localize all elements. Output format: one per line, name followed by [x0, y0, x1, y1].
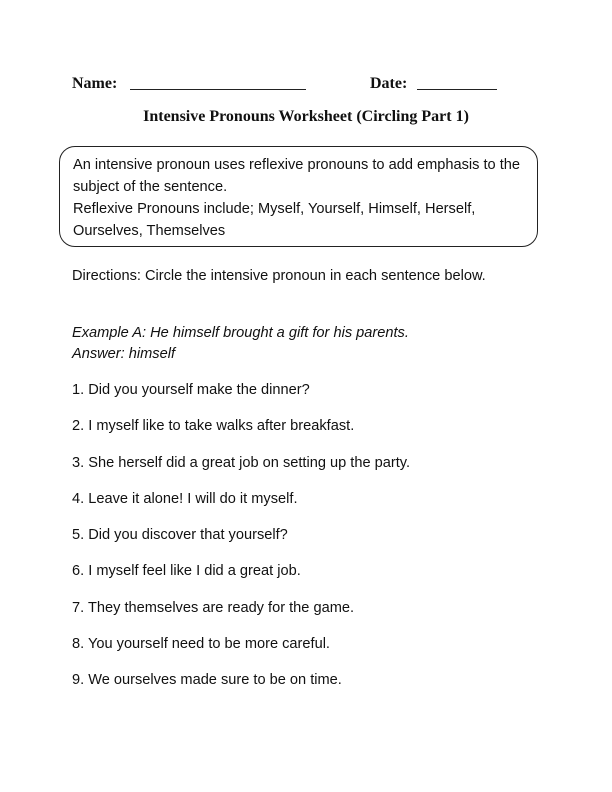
- name-blank-line[interactable]: [130, 74, 306, 90]
- date-label: Date:: [370, 75, 408, 92]
- definition-box: [59, 146, 538, 247]
- example-answer: Answer: himself: [72, 346, 175, 362]
- definition-text: An intensive pronoun uses reflexive pronouns to add emphasis to the subject of the sentence.: [73, 157, 521, 195]
- question-item: 6. I myself feel like I did a great job.: [72, 563, 301, 580]
- name-label: Name:: [72, 75, 118, 92]
- question-item: 4. Leave it alone! I will do it myself.: [72, 490, 298, 507]
- header-fields: [72, 74, 532, 96]
- example-block: [72, 323, 542, 365]
- directions: [72, 266, 542, 287]
- directions-text: Directions: Circle the intensive pronoun in each sentence below.: [72, 268, 486, 284]
- question-item: 3. She herself did a great job on setting up the party.: [72, 454, 411, 471]
- example-sentence: Example A: He himself brought a gift for his parents.: [72, 325, 409, 341]
- question-list: [72, 380, 542, 707]
- question-item: 2. I myself like to take walks after breakfast.: [72, 418, 355, 435]
- date-blank-line[interactable]: [417, 74, 497, 90]
- question-item: 5. Did you discover that yourself?: [72, 527, 288, 544]
- question-item: 8. You yourself need to be more careful.: [72, 636, 330, 653]
- worksheet-title: Intensive Pronouns Worksheet (Circling Part 1): [143, 108, 469, 125]
- question-item: 1. Did you yourself make the dinner?: [72, 382, 310, 398]
- question-item: 7. They themselves are ready for the game.: [72, 599, 355, 616]
- reflexive-pronouns-list: Reflexive Pronouns include; Myself, Yourself, Himself, Herself, Ourselves, Themselves: [73, 201, 476, 239]
- question-item: 9. We ourselves made sure to be on time.: [72, 672, 342, 689]
